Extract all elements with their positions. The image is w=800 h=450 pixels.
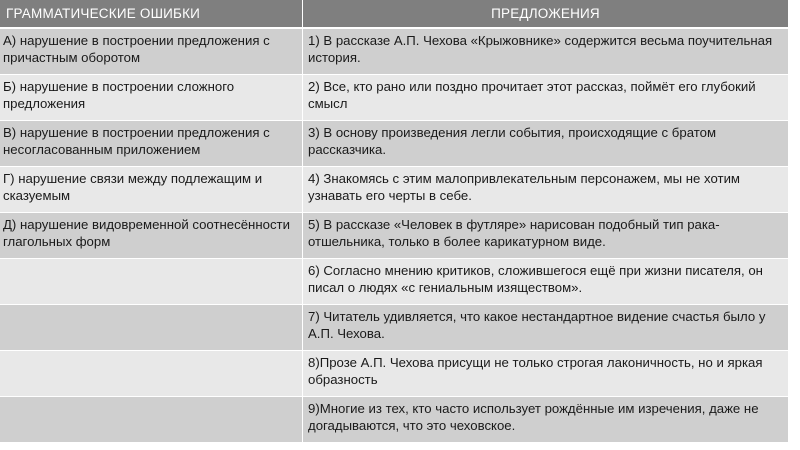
table-header-row bbox=[0, 0, 788, 29]
table-row bbox=[0, 351, 788, 397]
sentence-cell: 6) Согласно мнению критиков, сложившегося ещё при жизни писателя, он писал о людях «с гениальным изяществом». bbox=[303, 259, 788, 305]
table-row bbox=[0, 259, 788, 305]
error-cell-empty bbox=[0, 351, 303, 397]
table-row bbox=[0, 305, 788, 351]
table-row bbox=[0, 121, 788, 167]
error-cell-empty bbox=[0, 397, 303, 443]
sentence-cell: 1) В рассказе А.П. Чехова «Крыжовнике» содержится весьма поучительная история. bbox=[303, 29, 788, 75]
header-errors: ГРАММАТИЧЕСКИЕ ОШИБКИ bbox=[0, 0, 303, 29]
error-cell: Г) нарушение связи между подлежащим и сказуемым bbox=[0, 167, 303, 213]
error-cell: Д) нарушение видовременной соотнесённости глагольных форм bbox=[0, 213, 303, 259]
error-cell: В) нарушение в построении предложения с несогласованным приложением bbox=[0, 121, 303, 167]
sentence-cell: 9)Многие из тех, кто часто использует рождённые им изречения, даже не догадываются, что это чеховское. bbox=[303, 397, 788, 443]
sentence-cell: 7) Читатель удивляется, что какое нестандартное видение счастья было у А.П. Чехова. bbox=[303, 305, 788, 351]
table-row bbox=[0, 397, 788, 443]
sentence-cell: 2) Все, кто рано или поздно прочитает этот рассказ, поймёт его глубокий смысл bbox=[303, 75, 788, 121]
error-cell: А) нарушение в построении предложения с причастным оборотом bbox=[0, 29, 303, 75]
sentence-cell: 4) Знакомясь с этим малопривлекательным персонажем, мы не хотим узнавать его черты в себе. bbox=[303, 167, 788, 213]
sentence-cell: 5) В рассказе «Человек в футляре» нарисован подобный тип рака-отшельника, только в более карикатурном виде. bbox=[303, 213, 788, 259]
table-row bbox=[0, 167, 788, 213]
header-sentences: ПРЕДЛОЖЕНИЯ bbox=[303, 0, 788, 29]
sentence-cell: 3) В основу произведения легли события, происходящие с братом рассказчика. bbox=[303, 121, 788, 167]
table-row bbox=[0, 29, 788, 75]
table-row bbox=[0, 75, 788, 121]
error-cell-empty bbox=[0, 305, 303, 351]
error-cell-empty bbox=[0, 259, 303, 305]
sentence-cell: 8)Прозе А.П. Чехова присущи не только строгая лаконичность, но и яркая образность bbox=[303, 351, 788, 397]
error-cell: Б) нарушение в построении сложного предложения bbox=[0, 75, 303, 121]
table-row bbox=[0, 213, 788, 259]
